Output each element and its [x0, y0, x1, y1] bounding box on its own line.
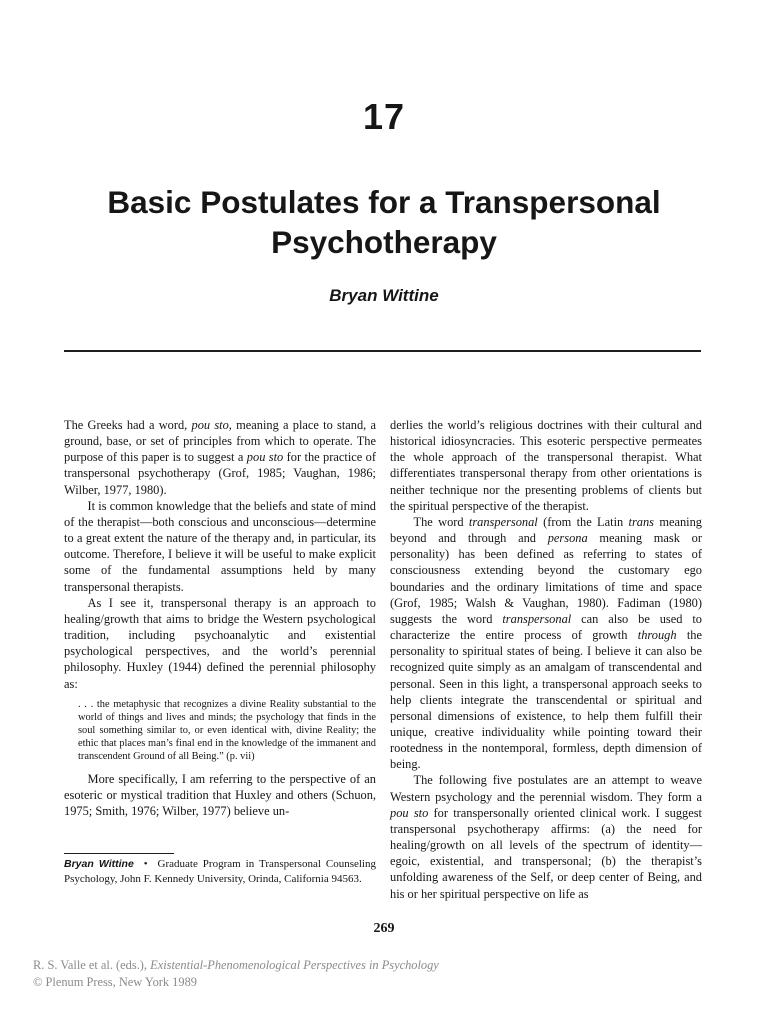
chapter-number: 17 — [362, 96, 406, 137]
footnote-divider — [64, 853, 174, 854]
source-editors: R. S. Valle et al. (eds.), — [33, 958, 151, 972]
paragraph: The word transpersonal (from the Latin trans meaning beyond and through and persona meaning mask or personality) has been defined as referring to states of consciousness extending beyond the customary ego boundaries and the ordinary limitations of time and space (Grof, 1985; Walsh & Vaughan, 1980). Fadiman (1980) suggests the word transpersonal can also be used to characterize the entire process of growth through the personality to spiritual states of being. I believe it can also be recognized quite simply as an amalgam of transcendental and personal. Seen in this light, a transpersonal approach seeks to help clients integrate the transcendental or spiritual and personal dimensions of existence, to help them fulfill their unique, creative individuality while pointing toward their rootedness in the nontemporal, formless, depth dimension of being. — [390, 514, 703, 772]
paragraph: More specifically, I am referring to the perspective of an esoteric or mystical tradition that Huxley and others (Schuon, 1975; Smith, 1976; Wilber, 1977) believe un- — [64, 771, 376, 818]
paragraph: derlies the world’s religious doctrines with their cultural and historical idiosyncracies. This esoteric perspective permeates the whole approach of the transpersonal therapist. What differentiates transpersonal therapy from other orientations is neither technique nor the presenting problems of clients but the spiritual perspective of the therapist. — [390, 418, 702, 513]
chapter-title-line2: Psychotherapy — [271, 224, 497, 260]
page-number: 269 — [373, 921, 395, 936]
italic-term: pou sto — [246, 450, 284, 465]
paragraph: The Greeks had a word, pou sto, meaning a place to stand, a ground, base, or set of principles from which to operate. The purpose of this paper is to suggest a pou sto for the practice of transpersonal psychotherapy (Grof, 1985; Vaughan, 1986; Wilber, 1977, 1980). — [64, 418, 377, 497]
italic-term: pou sto — [390, 805, 429, 820]
italic-term: transpersonal — [468, 514, 538, 529]
italic-term: trans — [628, 514, 655, 529]
author-footnote — [64, 857, 376, 887]
source-line-1 — [33, 957, 439, 974]
block-quote: . . . the metaphysic that recognizes a divine Reality substantial to the world of things and lives and minds; the psychology that finds in the soul something similar to, or even identical with, divine Reality; the ethic that places man’s final end in the knowledge of the immanent and transcendent Ground of all Being.” (p. vii) — [78, 698, 376, 762]
footnote-author: Bryan Wittine — [64, 858, 134, 870]
paragraph: As I see it, transpersonal therapy is an approach to healing/growth that aims to bridge the Western psychological tradition, including psychoanalytic and existential psychological perspectives, and the world’s perennial philosophy. Huxley (1944) defined the perennial philosophy as: — [64, 595, 376, 691]
chapter-title-line1: Basic Postulates for a Transpersonal — [107, 184, 661, 220]
source-citation — [33, 957, 439, 991]
title-divider — [64, 350, 701, 352]
paragraph: It is common knowledge that the beliefs and state of mind of the therapist—both conscious and unconscious—determine to a great extent the nature of the therapy and, in particular, its outcome. Therefore, I believe it will be useful to make explicit some of the fundamental assumptions held by many transpersonal therapists. — [64, 498, 376, 594]
footnote-affiliation: Graduate Program in Transpersonal Counseling Psychology, John F. Kennedy University, Orinda, California 94563. — [64, 858, 376, 885]
paragraph: The following five postulates are an attempt to weave Western psychology and the perennial wisdom. They form a pou sto for transpersonally oriented clinical work. I suggest transpersonal psychotherapy affirms: (a) the need for healing/growth on all levels of the spectrum of identity—egoic, existential, and transpersonal; (b) the therapist’s unfolding awareness of the Self, or deep center of Being, and his or her spiritual perspective on life as — [390, 773, 702, 901]
left-column — [64, 417, 376, 819]
author-name: Bryan Wittine — [329, 286, 439, 305]
source-line-2: © Plenum Press, New York 1989 — [33, 975, 197, 989]
chapter-title — [70, 182, 698, 262]
source-book-title: Existential-Phenomenological Perspectives in Psychology — [150, 958, 439, 972]
footnote-bullet: • — [143, 858, 148, 870]
italic-term: pou sto — [191, 418, 229, 432]
right-column — [390, 417, 702, 902]
italic-term: persona — [547, 531, 588, 546]
italic-term: through — [637, 628, 677, 643]
italic-term: transpersonal — [502, 611, 572, 626]
